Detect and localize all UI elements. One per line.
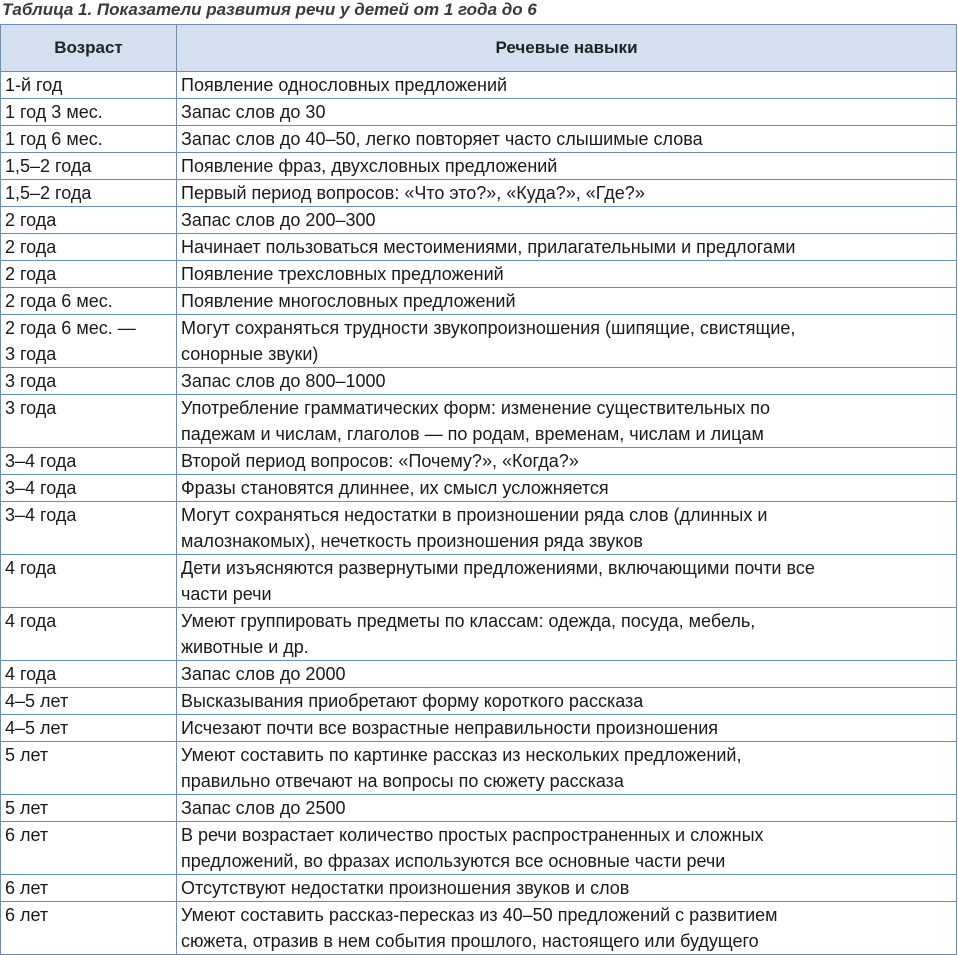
skill-cell	[177, 368, 957, 395]
skill-cell-line: сонорные звуки)	[181, 344, 319, 364]
table-row	[1, 608, 957, 661]
age-cell-line: 4 года	[5, 558, 57, 578]
age-cell	[1, 448, 177, 475]
age-cell-line: 1 год 3 мес.	[5, 102, 103, 122]
column-header-age: Возраст	[1, 25, 177, 72]
age-cell-line: 6 лет	[5, 825, 49, 845]
table-row	[1, 795, 957, 822]
skill-cell	[177, 502, 957, 555]
skill-cell	[177, 315, 957, 368]
skill-cell	[177, 234, 957, 261]
age-cell	[1, 742, 177, 795]
table-row	[1, 126, 957, 153]
skill-cell-line: Высказывания приобретают форму короткого рассказа	[181, 691, 644, 711]
skill-cell	[177, 475, 957, 502]
skill-cell-line: Отсутствуют недостатки произношения звуков и слов	[181, 878, 630, 898]
age-cell-line: 3–4 года	[5, 478, 77, 498]
skill-cell-line: Начинает пользоваться местоимениями, прилагательными и предлогами	[181, 237, 796, 257]
skill-cell	[177, 207, 957, 234]
age-cell-line: 1,5–2 года	[5, 183, 92, 203]
table-row	[1, 502, 957, 555]
table-row	[1, 475, 957, 502]
age-cell	[1, 875, 177, 902]
table-row	[1, 448, 957, 475]
skill-cell-line: Появление многословных предложений	[181, 291, 516, 311]
skill-cell-line: правильно отвечают на вопросы по сюжету рассказа	[181, 771, 624, 791]
skill-cell	[177, 180, 957, 207]
age-cell-line: 2 года 6 мес. —	[5, 318, 136, 338]
skill-cell	[177, 448, 957, 475]
age-cell-line: 1-й год	[5, 75, 63, 95]
skill-cell-line: Умеют составить рассказ-пересказ из 40–50 предложений с развитием	[181, 905, 778, 925]
age-cell	[1, 153, 177, 180]
age-cell	[1, 234, 177, 261]
table-row	[1, 715, 957, 742]
skill-cell-line: Запас слов до 800–1000	[181, 371, 386, 391]
skill-cell	[177, 153, 957, 180]
skill-cell-line: сюжета, отразив в нем события прошлого, настоящего или будущего	[181, 931, 759, 951]
table-row	[1, 661, 957, 688]
skill-cell	[177, 875, 957, 902]
skill-cell	[177, 902, 957, 955]
skill-cell	[177, 72, 957, 99]
age-cell	[1, 475, 177, 502]
table-row	[1, 288, 957, 315]
skill-cell	[177, 661, 957, 688]
skill-cell-line: части речи	[181, 584, 272, 604]
skill-cell	[177, 99, 957, 126]
skill-cell	[177, 126, 957, 153]
age-cell	[1, 126, 177, 153]
age-cell	[1, 555, 177, 608]
age-cell-line: 2 года 6 мес.	[5, 291, 113, 311]
skill-cell	[177, 288, 957, 315]
table-row	[1, 153, 957, 180]
skill-cell-line: животные и др.	[181, 637, 309, 657]
skill-cell	[177, 261, 957, 288]
age-cell-line: 1,5–2 года	[5, 156, 92, 176]
skill-cell-line: Запас слов до 40–50, легко повторяет часто слышимые слова	[181, 129, 703, 149]
age-cell-line: 4 года	[5, 611, 57, 631]
table-row	[1, 99, 957, 126]
skill-cell	[177, 715, 957, 742]
skill-cell-line: Исчезают почти все возрастные неправильности произношения	[181, 718, 719, 738]
age-cell	[1, 261, 177, 288]
table-row	[1, 180, 957, 207]
age-cell	[1, 608, 177, 661]
table-row	[1, 555, 957, 608]
age-cell	[1, 315, 177, 368]
skill-cell-line: Фразы становятся длиннее, их смысл усложняется	[181, 478, 609, 498]
skill-cell-line: Запас слов до 30	[181, 102, 326, 122]
skill-cell-line: В речи возрастает количество простых распространенных и сложных	[181, 825, 764, 845]
age-cell-line: 2 года	[5, 264, 57, 284]
age-cell	[1, 180, 177, 207]
table-row	[1, 72, 957, 99]
age-cell	[1, 502, 177, 555]
skill-cell-line: Умеют составить по картинке рассказ из нескольких предложений,	[181, 745, 742, 765]
age-cell-line: 6 лет	[5, 878, 49, 898]
age-cell	[1, 661, 177, 688]
skill-cell-line: Появление однословных предложений	[181, 75, 508, 95]
age-cell-line: 1 год 6 мес.	[5, 129, 103, 149]
table-row	[1, 688, 957, 715]
skill-cell-line: Запас слов до 2500	[181, 798, 346, 818]
skill-cell	[177, 795, 957, 822]
skill-cell-line: предложений, во фразах используются все основные части речи	[181, 851, 726, 871]
age-cell-line: 4–5 лет	[5, 691, 69, 711]
age-cell	[1, 368, 177, 395]
age-cell	[1, 715, 177, 742]
age-cell-line: 5 лет	[5, 745, 49, 765]
age-cell-line: 3 года	[5, 371, 57, 391]
skill-cell	[177, 395, 957, 448]
age-cell-line: 6 лет	[5, 905, 49, 925]
age-cell-line: 3–4 года	[5, 505, 77, 525]
age-cell	[1, 72, 177, 99]
skill-cell	[177, 608, 957, 661]
table-row	[1, 902, 957, 955]
skill-cell-line: Появление трехсловных предложений	[181, 264, 504, 284]
column-header-skills: Речевые навыки	[177, 25, 957, 72]
age-cell	[1, 902, 177, 955]
skill-cell-line: падежам и числам, глаголов — по родам, временам, числам и лицам	[181, 424, 764, 444]
skill-cell-line: Могут сохраняться недостатки в произношении ряда слов (длинных и	[181, 505, 768, 525]
skill-cell-line: Запас слов до 2000	[181, 664, 346, 684]
table-body	[1, 72, 957, 955]
skill-cell	[177, 822, 957, 875]
age-cell	[1, 288, 177, 315]
skill-cell-line: Первый период вопросов: «Что это?», «Куда?», «Где?»	[181, 183, 645, 203]
skill-cell-line: Второй период вопросов: «Почему?», «Когда?»	[181, 451, 579, 471]
age-cell-line: 4–5 лет	[5, 718, 69, 738]
table-row	[1, 234, 957, 261]
table-row	[1, 875, 957, 902]
skill-cell-line: Употребление грамматических форм: изменение существительных по	[181, 398, 770, 418]
age-cell-line: 3 года	[5, 344, 57, 364]
table-row	[1, 822, 957, 875]
age-cell-line: 5 лет	[5, 798, 49, 818]
skill-cell-line: Появление фраз, двухсловных предложений	[181, 156, 558, 176]
age-cell	[1, 822, 177, 875]
skill-cell	[177, 688, 957, 715]
age-cell-line: 3 года	[5, 398, 57, 418]
skill-cell-line: малознакомых), нечеткость произношения ряда звуков	[181, 531, 643, 551]
age-cell	[1, 395, 177, 448]
age-cell-line: 2 года	[5, 210, 57, 230]
table-title: Таблица 1. Показатели развития речи у детей от 1 года до 6	[2, 0, 537, 19]
age-cell	[1, 207, 177, 234]
skill-cell-line: Запас слов до 200–300	[181, 210, 376, 230]
skill-cell	[177, 555, 957, 608]
skill-cell-line: Могут сохраняться трудности звукопроизношения (шипящие, свистящие,	[181, 318, 796, 338]
table-row	[1, 261, 957, 288]
table-row	[1, 742, 957, 795]
table-row	[1, 395, 957, 448]
skill-cell-line: Умеют группировать предметы по классам: одежда, посуда, мебель,	[181, 611, 756, 631]
skill-cell	[177, 742, 957, 795]
table-header-row	[1, 25, 957, 72]
table-row	[1, 207, 957, 234]
skill-cell-line: Дети изъясняются развернутыми предложениями, включающими почти все	[181, 558, 815, 578]
age-cell	[1, 688, 177, 715]
age-cell	[1, 99, 177, 126]
speech-development-table	[0, 24, 957, 955]
age-cell-line: 3–4 года	[5, 451, 77, 471]
age-cell-line: 4 года	[5, 664, 57, 684]
age-cell-line: 2 года	[5, 237, 57, 257]
table-row	[1, 368, 957, 395]
age-cell	[1, 795, 177, 822]
table-row	[1, 315, 957, 368]
